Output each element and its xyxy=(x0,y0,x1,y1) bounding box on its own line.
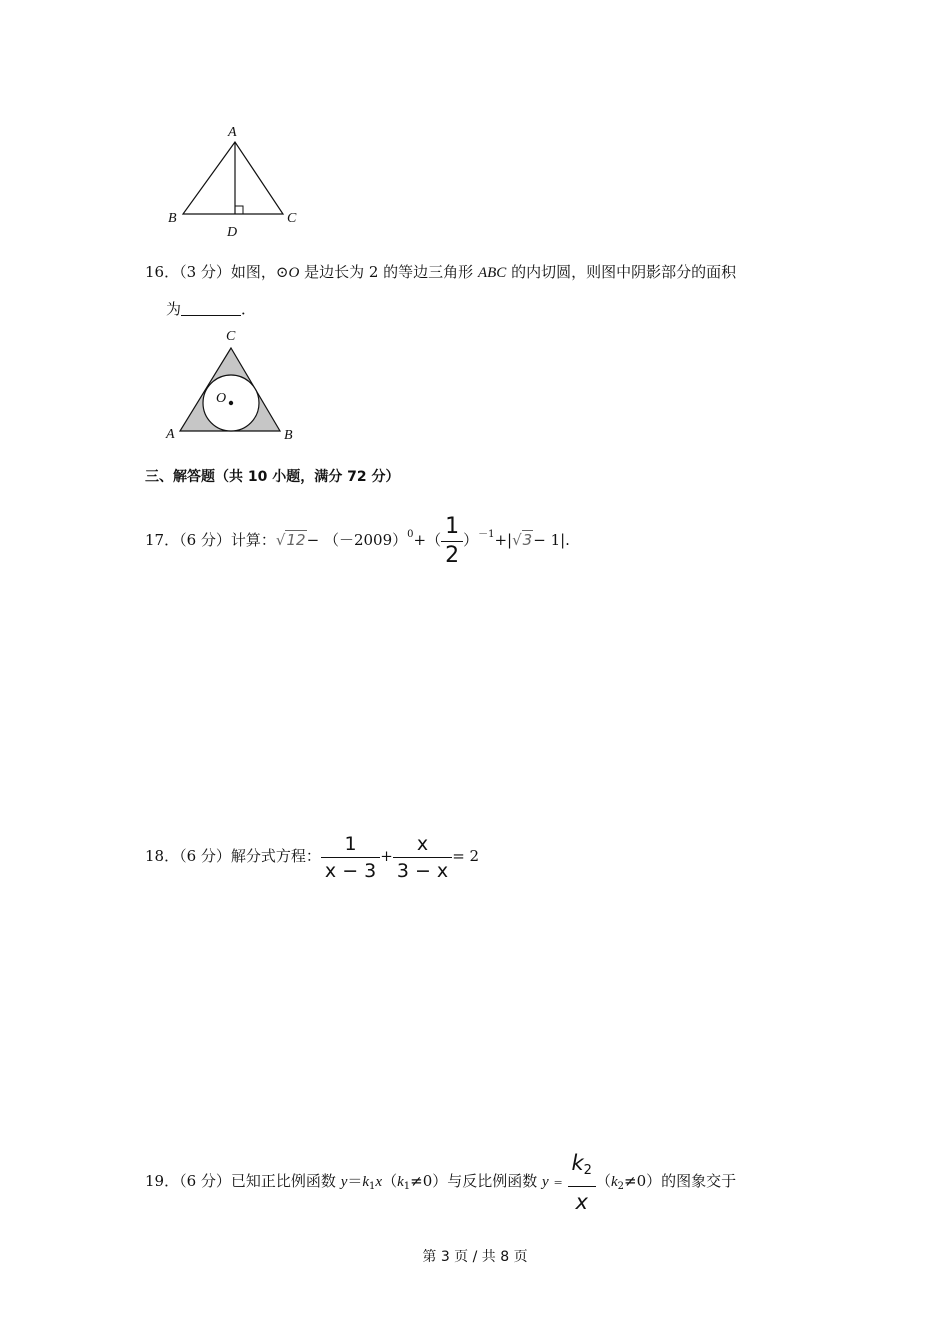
subscript: 1 xyxy=(403,1181,411,1192)
abs-close: 1|. xyxy=(550,531,570,549)
label-b: B xyxy=(284,428,293,443)
symbol-k: k xyxy=(362,1174,370,1190)
sqrt-12: √12 xyxy=(275,531,306,549)
question-19 xyxy=(145,1143,736,1219)
question-score: （6 分） xyxy=(179,1172,231,1190)
sqrt-3: √3 xyxy=(512,531,533,549)
question-number: 16． xyxy=(145,263,180,281)
question-number: 17． xyxy=(145,531,180,549)
question-number: 19． xyxy=(145,1172,180,1190)
question-text: ≠0）的图象交于 xyxy=(624,1172,737,1190)
fraction-numerator xyxy=(568,1148,596,1186)
question-text: 计算： xyxy=(230,531,276,549)
question-16 xyxy=(145,262,736,283)
label-a: A xyxy=(228,125,237,140)
label-o: O xyxy=(216,391,227,406)
page-footer: 第 3 页 / 共 8 页 xyxy=(422,1249,528,1265)
question-text: 是边长为 2 的等边三角形 xyxy=(299,263,478,281)
fraction-k2-over-x xyxy=(568,1148,596,1217)
section-heading: 三、解答题（共 10 小题，满分 72 分） xyxy=(145,469,400,485)
question-text: 为 xyxy=(166,300,182,318)
symbol-y: y xyxy=(340,1174,348,1190)
triangle-abc xyxy=(183,142,283,214)
fraction-1 xyxy=(321,831,380,884)
question-16-line2 xyxy=(166,299,256,319)
minus-sign: − xyxy=(533,531,546,549)
question-text: 如图，⊙ xyxy=(230,263,289,281)
radicand: 12 xyxy=(286,531,306,549)
exponent-neg1: －1 xyxy=(478,529,495,540)
question-score: （3 分） xyxy=(179,263,231,281)
question-text: 已知正比例函数 xyxy=(230,1172,341,1190)
question-score: （6 分） xyxy=(179,847,231,865)
symbol-o: O xyxy=(288,265,300,281)
right-angle-mark xyxy=(235,206,243,214)
question-text: （ xyxy=(382,1172,398,1190)
label-c: C xyxy=(287,211,297,226)
symbol-y: y xyxy=(542,1174,549,1190)
abs-open: +| xyxy=(494,531,513,549)
figure-triangle-altitude xyxy=(160,118,310,240)
subscript: 2 xyxy=(617,1181,625,1192)
question-text: 解分式方程： xyxy=(230,847,321,865)
equation-rhs: = 2 xyxy=(452,847,480,865)
subscript: 2 xyxy=(583,1162,592,1178)
symbol-k: k xyxy=(610,1174,618,1190)
label-d: D xyxy=(227,225,238,240)
fraction-denominator: 2 xyxy=(441,541,463,570)
fraction-half xyxy=(441,513,463,570)
equals-sign: ＝ xyxy=(347,1172,363,1190)
fraction-denominator: x xyxy=(568,1186,596,1217)
label-c: C xyxy=(226,329,236,344)
center-point xyxy=(229,401,233,405)
fraction-2 xyxy=(393,831,452,884)
figure-incircle xyxy=(160,326,310,448)
question-number: 18． xyxy=(145,847,180,865)
fraction-denominator: 3 − x xyxy=(393,857,452,884)
symbol-k: k xyxy=(571,1150,584,1175)
question-text: ≠0）与反比例函数 xyxy=(410,1172,543,1190)
plus-sign: + xyxy=(380,847,393,865)
answer-blank xyxy=(181,301,241,316)
fraction-numerator: 1 xyxy=(445,513,460,539)
question-18 xyxy=(145,818,479,894)
label-a: A xyxy=(166,427,175,442)
question-score: （6 分） xyxy=(179,531,231,549)
close-paren: ） xyxy=(463,531,479,549)
question-17 xyxy=(145,497,570,573)
term-2009: （－2009） xyxy=(323,531,408,549)
fraction-numerator: x xyxy=(416,832,429,855)
fraction-numerator: 1 xyxy=(344,832,357,855)
equals-sign: = xyxy=(553,1176,563,1189)
symbol-x: x xyxy=(375,1174,383,1190)
fraction-denominator: x − 3 xyxy=(321,857,380,884)
minus-sign: − xyxy=(306,531,320,549)
symbol-k: k xyxy=(397,1174,404,1190)
question-text: （ xyxy=(595,1172,611,1190)
symbol-abc: ABC xyxy=(477,265,507,281)
question-text: 的内切圆，则图中阴影部分的面积 xyxy=(506,263,737,281)
question-text: ． xyxy=(241,300,257,318)
subscript: 1 xyxy=(369,1181,376,1192)
plus-paren: +（ xyxy=(413,531,442,549)
exponent-zero: 0 xyxy=(407,529,414,540)
radicand: 3 xyxy=(522,531,533,549)
label-b: B xyxy=(168,211,177,226)
